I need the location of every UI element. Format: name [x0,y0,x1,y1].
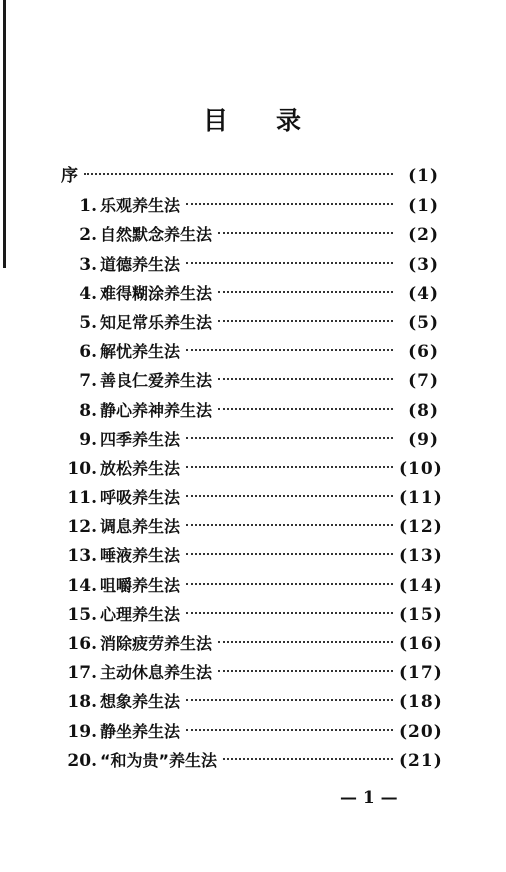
toc-entry-page: (4) [408,283,439,304]
toc-entry [61,454,443,483]
toc-entry-title: 静坐养生法 [100,721,181,741]
dot-leader [218,232,393,234]
toc-entry-number: 5. [79,312,97,333]
toc-entry-title: 想象养生法 [100,692,181,712]
toc-entry-title: “和为贵”养生法 [100,750,218,770]
toc-entry-number: 13. [67,546,97,567]
toc-entry-title: 解忧养生法 [100,342,181,362]
toc-entry [61,629,443,658]
toc-entry-page: (14) [399,575,443,596]
dot-leader [218,408,393,410]
toc-entry-title: 消除疲劳养生法 [100,634,213,653]
toc-entry-title: 善良仁爱养生法 [100,371,213,391]
toc-entry-number: 7. [79,371,97,392]
dot-leader [218,670,393,672]
toc-entry [61,541,443,570]
toc-entry-number: 9. [79,429,97,450]
toc-entry-number: 14. [67,575,97,596]
dot-leader [84,173,393,175]
toc-entry-page: (8) [408,400,439,421]
dot-leader [218,378,393,380]
toc-entry-page: (1) [408,166,439,186]
dot-leader [186,262,393,264]
toc-entry-number: 17. [67,663,97,684]
toc-entry-page: (5) [408,312,439,333]
toc-entry [61,658,443,687]
dot-leader [186,437,393,439]
toc-entry-page: (20) [399,721,443,742]
toc-entry-page: (13) [399,546,443,567]
toc-entry-page: (16) [399,634,443,654]
toc-entry-number: 10. [67,458,97,479]
toc-entry [61,600,443,629]
toc-entry-page: (15) [399,604,443,625]
toc-entry [61,483,443,512]
toc-entry-title: 心理养生法 [100,604,181,624]
dot-leader [186,729,393,731]
toc-entry [61,396,439,425]
table-of-contents [61,162,443,775]
toc-entry [61,220,439,249]
dot-leader [186,495,393,497]
toc-entry [61,512,443,541]
toc-entry-number: 8. [79,400,97,421]
dot-leader [186,524,393,526]
toc-entry-page: (2) [408,225,439,246]
dot-leader [186,699,393,701]
toc-entry-number: 1. [79,196,97,217]
toc-entry-title: 道德养生法 [100,254,181,274]
toc-entry [61,366,439,395]
title-char-1: 目 [202,106,230,135]
toc-entry-number: 6. [79,342,97,363]
toc-entry-number: 16. [67,634,97,654]
toc-entry-title: 唾液养生法 [100,546,181,566]
toc-entry-number: 2. [79,225,97,246]
toc-entry [61,425,439,454]
dot-leader [186,203,393,205]
toc-entry-number: 4. [79,283,97,304]
toc-entry-number: 19. [67,721,97,742]
page-title [0,101,506,137]
title-char-2: 录 [276,106,304,135]
toc-entry-number: 3. [79,254,97,275]
toc-entry [61,250,439,279]
toc-entry [61,687,443,716]
toc-entry-page: (7) [408,371,439,392]
toc-entry-number: 20. [67,750,97,771]
toc-entry [61,162,439,191]
dot-leader [186,612,393,614]
dot-leader [186,553,393,555]
toc-entry-title: 咀嚼养生法 [100,575,181,595]
toc-entry-page: (11) [399,488,443,509]
toc-entry [61,571,443,600]
toc-entry-title: 序 [61,166,78,186]
dot-leader [186,583,393,585]
toc-entry [61,717,443,746]
toc-entry-page: (9) [408,429,439,450]
dot-leader [186,466,393,468]
dot-leader [218,641,393,643]
toc-entry-title: 难得糊涂养生法 [100,283,213,303]
toc-entry-page: (12) [399,517,443,538]
toc-entry-title: 乐观养生法 [100,196,181,216]
toc-entry [61,279,439,308]
toc-entry [61,337,439,366]
toc-entry-page: (6) [408,342,439,363]
dot-leader [186,349,393,351]
toc-entry [61,308,439,337]
toc-entry-page: (10) [399,458,443,479]
toc-entry-page: (18) [399,692,443,713]
dot-leader [218,291,393,293]
toc-entry-page: (3) [408,254,439,275]
dot-leader [223,758,393,760]
toc-entry [61,746,443,775]
toc-entry-title: 静心养神养生法 [100,400,213,420]
toc-entry-title: 自然默念养生法 [100,225,213,245]
toc-entry-page: (17) [399,663,443,684]
toc-entry [61,191,439,220]
toc-entry-title: 知足常乐养生法 [100,312,213,332]
toc-entry-title: 放松养生法 [100,458,181,478]
toc-entry-page: (1) [408,196,439,217]
toc-entry-page: (21) [399,750,443,771]
page-number: — 1 — [340,788,398,808]
toc-entry-title: 四季养生法 [100,429,181,449]
toc-entry-number: 12. [67,517,97,538]
dot-leader [218,320,393,322]
toc-entry-number: 15. [67,604,97,625]
toc-entry-title: 调息养生法 [100,517,181,537]
toc-entry-number: 18. [67,692,97,713]
toc-entry-title: 呼吸养生法 [100,488,181,508]
toc-entry-number: 11. [67,488,97,509]
toc-entry-title: 主动休息养生法 [100,663,213,683]
